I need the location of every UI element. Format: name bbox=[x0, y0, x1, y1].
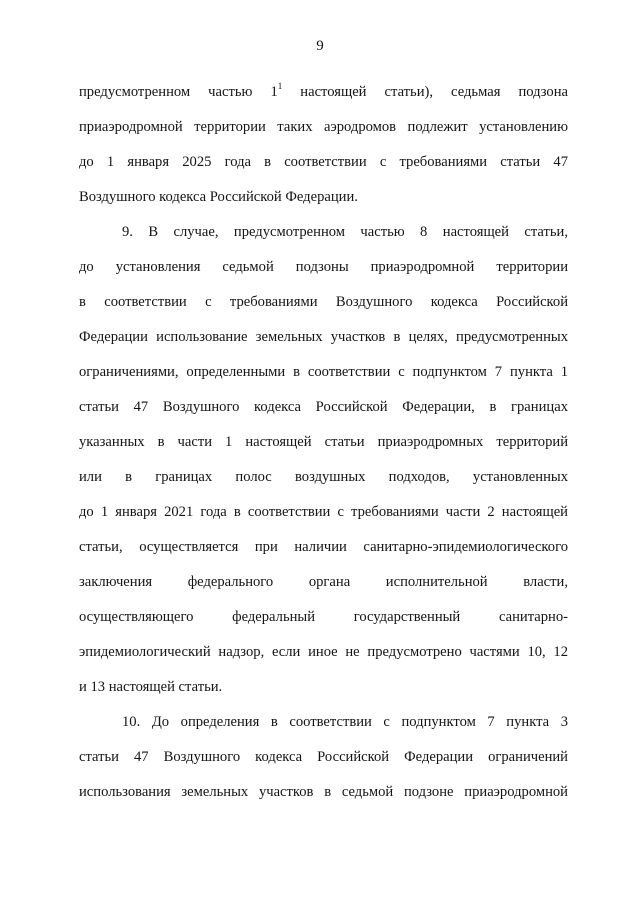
text-line: заключения федерального органа исполнительной власти, bbox=[79, 574, 568, 590]
document-body bbox=[79, 75, 568, 810]
text-line: или в границах полос воздушных подходов, установленных bbox=[79, 469, 568, 485]
paragraph-continuation bbox=[79, 75, 568, 215]
text-line: ограничениями, определенными в соответствии с подпунктом 7 пункта 1 bbox=[79, 364, 568, 380]
text-line: статьи 47 Воздушного кодекса Российской Федерации ограничений bbox=[79, 749, 568, 765]
text-line: до 1 января 2025 года в соответствии с требованиями статьи 47 bbox=[79, 154, 568, 170]
text-line: приаэродромной территории таких аэродромов подлежит установлению bbox=[79, 119, 568, 135]
text-line: предусмотренном частью $1^1$ настоящей статьи), седьмая подзона bbox=[79, 81, 568, 100]
text-line: 9. В случае, предусмотренном частью 8 настоящей статьи, bbox=[122, 224, 568, 240]
paragraph-part-9 bbox=[79, 215, 568, 705]
text-line: Воздушного кодекса Российской Федерации. bbox=[79, 189, 358, 205]
text-line: 10. До определения в соответствии с подпунктом 7 пункта 3 bbox=[122, 714, 568, 730]
paragraph-part-10 bbox=[79, 705, 568, 810]
text-line: и 13 настоящей статьи. bbox=[79, 679, 223, 695]
text-line: в соответствии с требованиями Воздушного кодекса Российской bbox=[79, 294, 568, 310]
text-line: Федерации использование земельных участков в целях, предусмотренных bbox=[79, 329, 568, 345]
text-line: осуществляющего федеральный государственный санитарно- bbox=[79, 609, 568, 625]
text-line: до 1 января 2021 года в соответствии с требованиями части 2 настоящей bbox=[79, 504, 568, 520]
text-line: до установления седьмой подзоны приаэродромной территории bbox=[79, 259, 568, 275]
text-line: использования земельных участков в седьмой подзоне приаэродромной bbox=[79, 784, 568, 800]
superscript: 1 bbox=[277, 81, 283, 91]
text-line: статьи 47 Воздушного кодекса Российской Федерации, в границах bbox=[79, 399, 568, 415]
text-line: эпидемиологический надзор, если иное не предусмотрено частями 10, 12 bbox=[79, 644, 568, 660]
page-number: 9 bbox=[316, 38, 324, 54]
text-line: указанных в части 1 настоящей статьи приаэродромных территорий bbox=[79, 434, 568, 450]
text-line: статьи, осуществляется при наличии санитарно-эпидемиологического bbox=[79, 539, 568, 555]
